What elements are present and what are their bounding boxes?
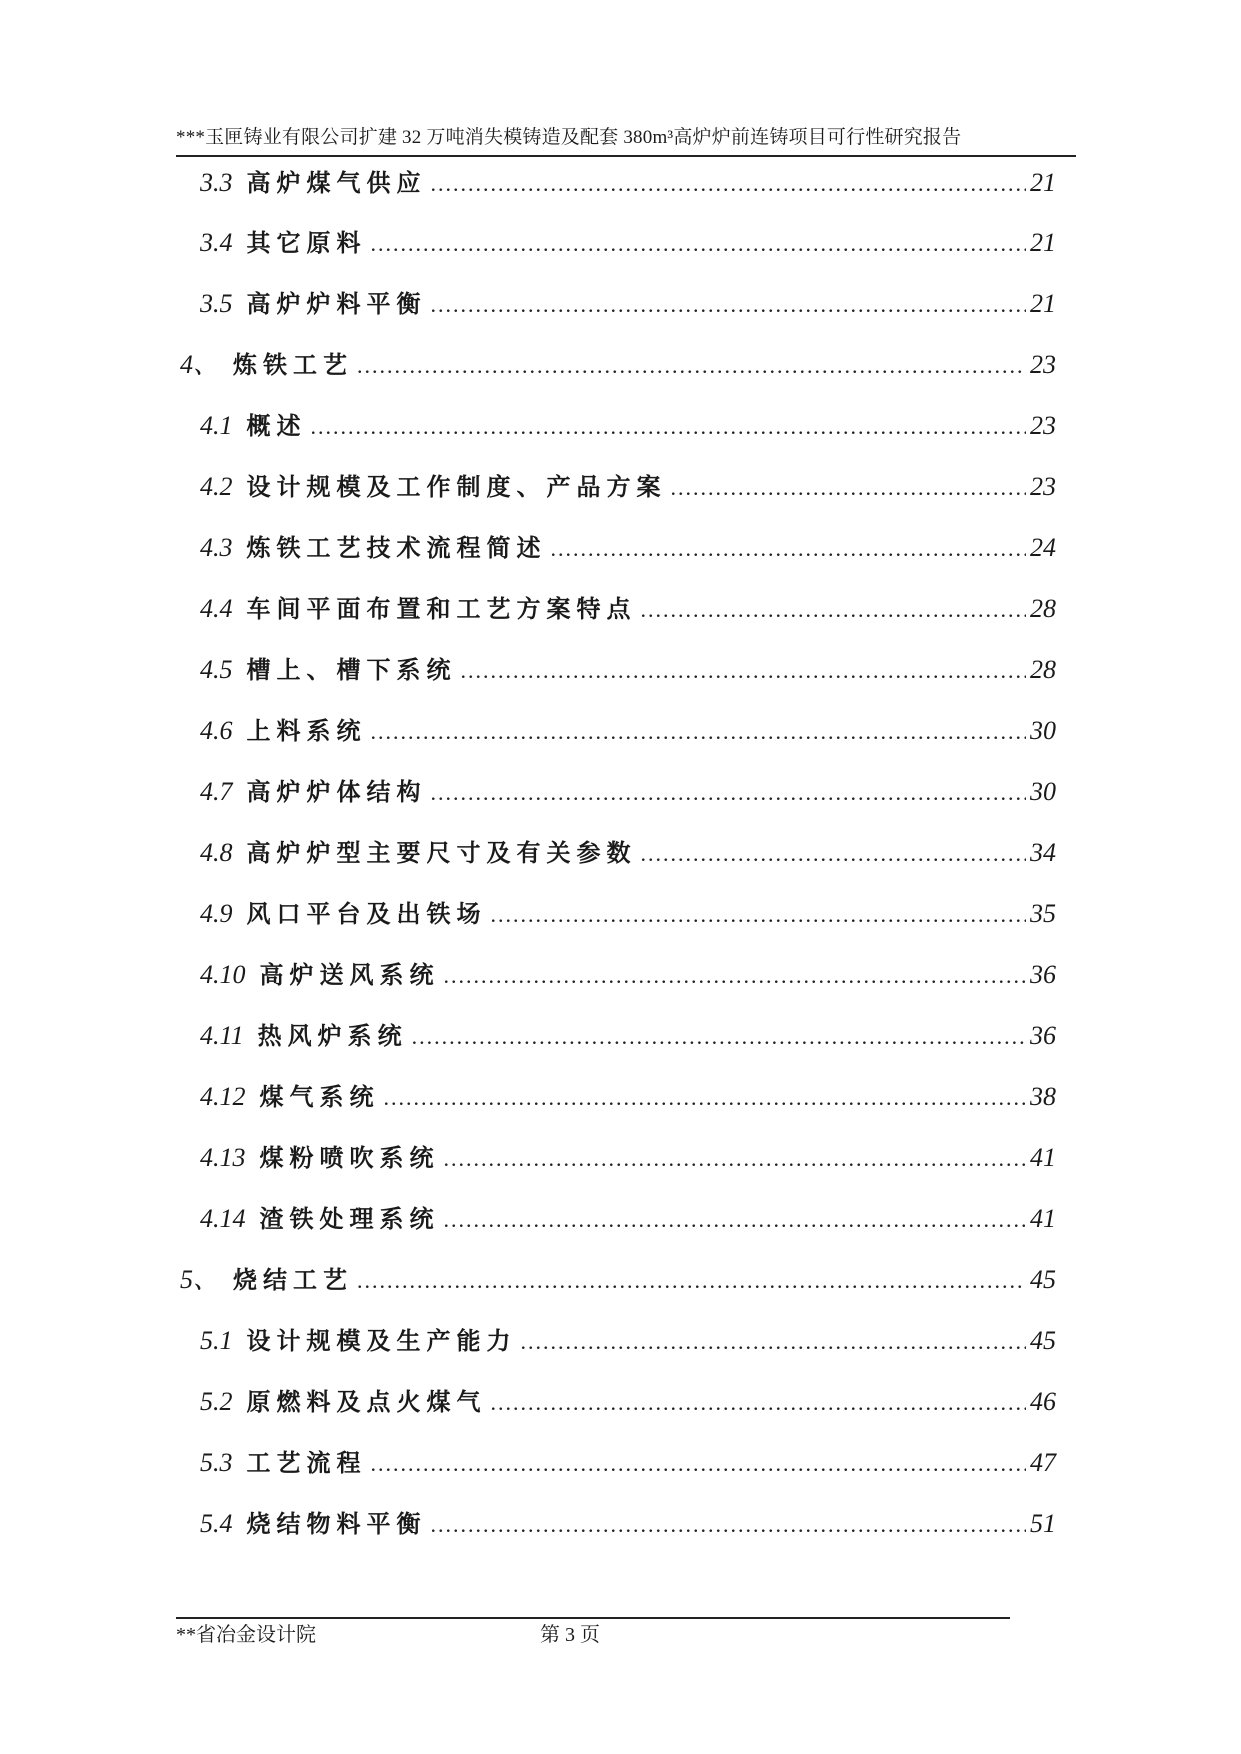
- toc-entry-page: 38: [1030, 1082, 1056, 1111]
- toc-entry-title: 高炉炉型主要尺寸及有关参数: [246, 839, 637, 867]
- toc-entry-number: 4.9: [200, 899, 233, 928]
- toc-entry[interactable]: [200, 709, 1056, 753]
- toc-entry-title: 炼铁工艺技术流程简述: [246, 534, 547, 562]
- footer-page-number: 第 3 页: [540, 1624, 600, 1646]
- toc-entry[interactable]: [200, 892, 1056, 936]
- toc-entry-number: 5.3: [200, 1448, 233, 1477]
- toc-entry-page: 41: [1030, 1204, 1056, 1233]
- toc-entry-page: 47: [1030, 1448, 1056, 1477]
- toc-entry-page: 21: [1030, 228, 1056, 257]
- toc-entry-title: 高炉炉体结构: [246, 778, 427, 806]
- toc-entry[interactable]: [200, 526, 1056, 570]
- toc-entry-number: 4.4: [200, 594, 233, 623]
- toc-entry-title: 煤粉喷吹系统: [259, 1144, 440, 1172]
- toc-entry-number: 4.6: [200, 716, 233, 745]
- toc-entry-title: 高炉炉料平衡: [246, 290, 427, 318]
- toc-entry[interactable]: [200, 831, 1056, 875]
- toc-entry-page: 34: [1030, 838, 1056, 867]
- toc-entry[interactable]: [200, 1380, 1056, 1424]
- toc-entry[interactable]: [200, 221, 1056, 265]
- toc-entry[interactable]: [200, 1441, 1056, 1485]
- toc-entry-number: 5.4: [200, 1509, 233, 1538]
- toc-entry-page: 24: [1030, 533, 1056, 562]
- toc-entry-title: 渣铁处理系统: [259, 1205, 440, 1233]
- toc-entry-number: 4.2: [200, 472, 233, 501]
- toc-entry-number: 4.14: [200, 1204, 246, 1233]
- toc-entry-number: 4、: [180, 350, 220, 379]
- toc-entry[interactable]: [200, 161, 1056, 205]
- toc-entry-number: 4.5: [200, 655, 233, 684]
- toc-leader-dots: [311, 405, 1027, 449]
- toc-entry-page: 35: [1030, 899, 1056, 928]
- toc-entry-page: 21: [1030, 289, 1056, 318]
- toc-leader-dots: [371, 710, 1027, 754]
- toc-entry-page: 21: [1030, 168, 1056, 197]
- toc-entry-title: 热风炉系统: [257, 1022, 408, 1050]
- toc-leader-dots: [461, 649, 1027, 693]
- toc-leader-dots: [641, 588, 1027, 632]
- toc-leader-dots: [641, 832, 1027, 876]
- toc-entry-title: 高炉煤气供应: [246, 169, 427, 197]
- toc-entry-title: 设计规模及工作制度、产品方案: [246, 473, 667, 501]
- toc-entry-title: 车间平面布置和工艺方案特点: [246, 595, 637, 623]
- toc-entry-page: 28: [1030, 594, 1056, 623]
- toc-leader-dots: [491, 893, 1027, 937]
- toc-leader-dots: [431, 162, 1027, 206]
- toc-entry-number: 5、: [180, 1265, 220, 1294]
- toc-leader-dots: [551, 527, 1027, 571]
- toc-entry[interactable]: [180, 1258, 1056, 1302]
- toc-entry-title: 工艺流程: [246, 1449, 367, 1477]
- toc-entry-title: 烧结工艺: [233, 1266, 354, 1294]
- toc-entry[interactable]: [200, 1014, 1056, 1058]
- toc-entry-title: 原燃料及点火煤气: [246, 1388, 487, 1416]
- toc-entry-page: 46: [1030, 1387, 1056, 1416]
- toc-entry-page: 36: [1030, 960, 1056, 989]
- toc-entry[interactable]: [200, 770, 1056, 814]
- footer-rule: [176, 1617, 1010, 1619]
- toc-entry[interactable]: [200, 1197, 1056, 1241]
- toc-entry-page: 30: [1030, 716, 1056, 745]
- toc-entry-page: 45: [1030, 1326, 1056, 1355]
- toc-leader-dots: [491, 1381, 1027, 1425]
- toc-entry[interactable]: [200, 1502, 1056, 1546]
- toc-entry[interactable]: [200, 1075, 1056, 1119]
- toc-entry-number: 4.1: [200, 411, 233, 440]
- toc-entry-title: 槽上、槽下系统: [246, 656, 457, 684]
- toc-leader-dots: [371, 222, 1027, 266]
- toc-entry-title: 上料系统: [246, 717, 367, 745]
- toc-entry-number: 4.8: [200, 838, 233, 867]
- toc-entry-page: 51: [1030, 1509, 1056, 1538]
- toc-entry-number: 4.13: [200, 1143, 246, 1172]
- toc-entry-number: 4.11: [200, 1021, 244, 1050]
- toc-entry-number: 5.1: [200, 1326, 233, 1355]
- toc-leader-dots: [357, 1259, 1026, 1303]
- toc-entry-number: 5.2: [200, 1387, 233, 1416]
- toc-entry-number: 3.5: [200, 289, 233, 318]
- toc-leader-dots: [371, 1442, 1027, 1486]
- toc-entry[interactable]: [200, 404, 1056, 448]
- toc-leader-dots: [357, 344, 1026, 388]
- toc-entry-title: 风口平台及出铁场: [246, 900, 487, 928]
- toc-leader-dots: [671, 466, 1027, 510]
- toc-leader-dots: [444, 1198, 1027, 1242]
- toc-entry-title: 高炉送风系统: [259, 961, 440, 989]
- toc-entry-number: 4.10: [200, 960, 246, 989]
- footer-organization: **省冶金设计院: [176, 1624, 316, 1646]
- toc-entry-page: 23: [1030, 350, 1056, 379]
- toc-leader-dots: [384, 1076, 1027, 1120]
- toc-entry-number: 4.7: [200, 777, 233, 806]
- toc-entry[interactable]: [200, 1319, 1056, 1363]
- toc-entry-number: 3.4: [200, 228, 233, 257]
- toc-entry[interactable]: [200, 587, 1056, 631]
- toc-entry-title: 煤气系统: [259, 1083, 380, 1111]
- toc-entry-page: 23: [1030, 411, 1056, 440]
- toc-entry-title: 炼铁工艺: [233, 351, 354, 379]
- toc-leader-dots: [412, 1015, 1026, 1059]
- toc-entry-page: 30: [1030, 777, 1056, 806]
- toc-entry[interactable]: [200, 953, 1056, 997]
- document-header: ***玉匣铸业有限公司扩建 32 万吨消失模铸造及配套 380m³高炉炉前连铸项目可行性研究报告: [176, 127, 962, 148]
- toc-entry[interactable]: [200, 648, 1056, 692]
- toc-entry-number: 4.3: [200, 533, 233, 562]
- toc-entry-page: 23: [1030, 472, 1056, 501]
- toc-leader-dots: [444, 1137, 1027, 1181]
- toc-entry-page: 45: [1030, 1265, 1056, 1294]
- toc-entry-title: 设计规模及生产能力: [246, 1327, 517, 1355]
- toc-entry-title: 概述: [246, 412, 307, 440]
- toc-entry-number: 3.3: [200, 168, 233, 197]
- toc-entry[interactable]: [200, 1136, 1056, 1180]
- toc-leader-dots: [521, 1320, 1027, 1364]
- toc-entry-title: 烧结物料平衡: [246, 1510, 427, 1538]
- toc-entry[interactable]: [180, 343, 1056, 387]
- toc-entry-title: 其它原料: [246, 229, 367, 257]
- toc-leader-dots: [431, 283, 1027, 327]
- toc-entry-number: 4.12: [200, 1082, 246, 1111]
- toc-entry-page: 41: [1030, 1143, 1056, 1172]
- toc-leader-dots: [431, 771, 1027, 815]
- toc-entry[interactable]: [200, 282, 1056, 326]
- toc-entry[interactable]: [200, 465, 1056, 509]
- toc-leader-dots: [431, 1503, 1027, 1547]
- toc-entry-page: 28: [1030, 655, 1056, 684]
- toc-leader-dots: [444, 954, 1027, 998]
- toc-entry-page: 36: [1030, 1021, 1056, 1050]
